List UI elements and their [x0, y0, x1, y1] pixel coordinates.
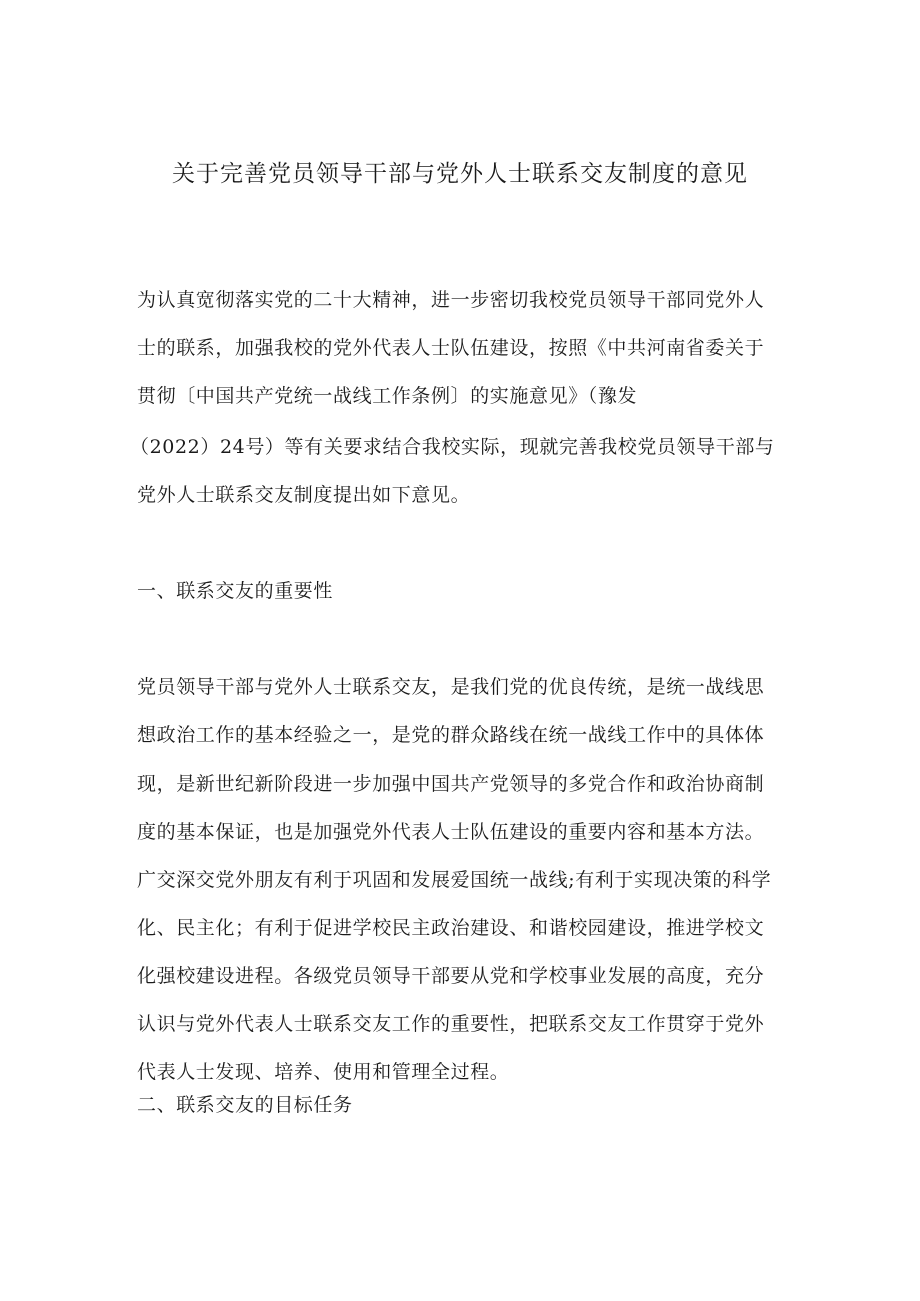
paragraph-line: 认识与党外代表人士联系交友工作的重要性，把联系交友工作贯穿于党外: [137, 1013, 765, 1035]
paragraph-line: 度的基本保证，也是加强党外代表人士队伍建设的重要内容和基本方法。: [137, 821, 765, 843]
paragraph-line: 党员领导干部与党外人士联系交友，是我们党的优良传统，是统一战线思: [137, 676, 765, 698]
paragraph-line: 想政治工作的基本经验之一，是党的群众路线在统一战线工作中的具体体: [137, 724, 765, 746]
paragraph-line: 化强校建设进程。各级党员领导干部要从党和学校事业发展的高度，充分: [137, 965, 765, 987]
paragraph-line: 广交深交党外朋友有利于巩固和发展爱国统一战线;有利于实现决策的科学: [137, 869, 772, 891]
paragraph-line: 化、民主化；有利于促进学校民主政治建设、和谐校园建设，推进学校文: [137, 917, 765, 939]
intro-line: （2022）24号）等有关要求结合我校实际，现就完善我校党员领导干部与: [130, 436, 775, 458]
document-title: 关于完善党员领导干部与党外人士联系交友制度的意见: [172, 161, 748, 187]
section-heading-2: 二、联系交友的目标任务: [137, 1094, 353, 1116]
intro-line: 为认真宽彻落实党的二十大精神，进一步密切我校党员领导干部同党外人: [137, 289, 765, 311]
intro-line: 贯彻〔中国共产党统一战线工作条例〕的实施意见》（豫发: [137, 385, 638, 407]
paragraph-line: 代表人士发现、培养、使用和管理全过程。: [137, 1061, 510, 1083]
paragraph-line: 现，是新世纪新阶段进一步加强中国共产党领导的多党合作和政治协商制: [137, 773, 765, 795]
section-heading-1: 一、联系交友的重要性: [137, 580, 334, 602]
intro-line: 士的联系，加强我校的党外代表人士队伍建设，按照《中共河南省委关于: [137, 337, 765, 359]
intro-line: 党外人士联系交友制度提出如下意见。: [137, 484, 471, 506]
